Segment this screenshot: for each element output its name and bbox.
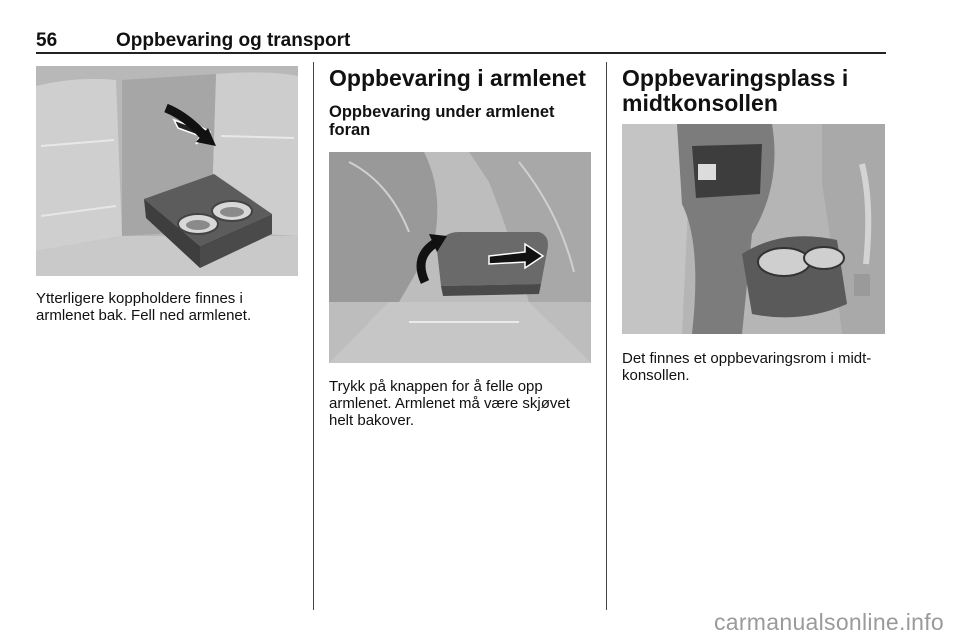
watermark: carmanualsonline.info — [713, 609, 944, 635]
armrest-storage-heading: Oppbevaring i armlenet — [329, 65, 586, 91]
caption-line: Trykk på knappen for å felle opp — [329, 378, 543, 395]
rear-armrest-caption — [36, 290, 251, 324]
center-console-illustration — [622, 124, 885, 334]
page-number: 56 — [36, 30, 58, 51]
column-divider-2 — [606, 62, 607, 610]
subheading-line: foran — [329, 121, 371, 139]
caption-line: Ytterligere koppholdere finnes i — [36, 290, 243, 307]
caption-line: helt bakover. — [329, 412, 415, 429]
subheading-line: Oppbevaring under armlenet — [329, 103, 555, 121]
front-armrest-caption — [329, 378, 570, 429]
center-console-caption — [622, 350, 871, 384]
rear-armrest-cupholder-illustration — [36, 66, 298, 276]
caption-line: Det finnes et oppbevaringsrom i midt- — [622, 350, 872, 367]
heading-line: midtkonsollen — [622, 90, 778, 116]
caption-line: armlenet bak. Fell ned armlenet. — [36, 307, 252, 324]
caption-line: konsollen. — [622, 367, 690, 384]
page-header — [36, 30, 886, 52]
column-divider-1 — [313, 62, 314, 610]
center-console-storage-heading — [622, 66, 848, 116]
chapter-title: Oppbevaring og transport — [116, 30, 351, 51]
caption-line: armlenet. Armlenet må være skjøvet — [329, 395, 570, 412]
header-rule — [36, 52, 886, 54]
heading-line: Oppbevaringsplass i — [622, 65, 849, 91]
front-armrest-subheading — [329, 103, 555, 139]
front-armrest-illustration — [329, 152, 591, 363]
